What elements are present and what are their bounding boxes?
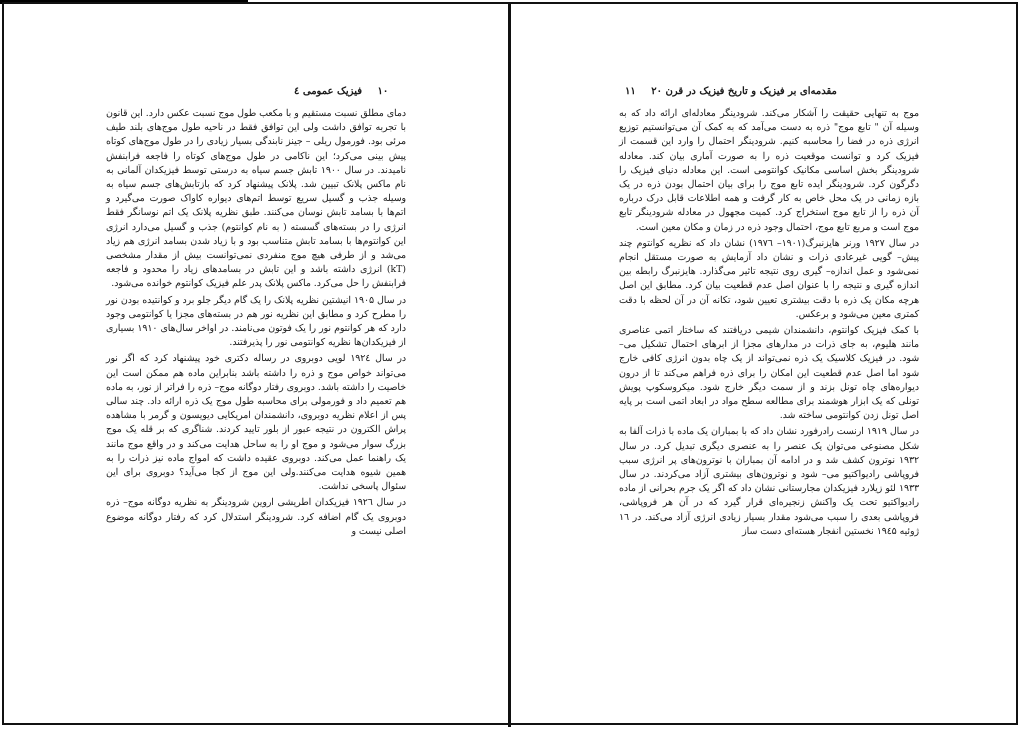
paragraph: در سال ۱۹۲٦ فیزیکدان اطریشی اروین شرودینگر به نظریه دوگانه موج– ذره دوبروی یک گام اضافه کرد. شرودینگر استدلال کرد که رفتار دوگانه موضوع اصلی نیست و [106, 497, 406, 537]
left-page-header [294, 86, 388, 97]
paragraph: در سال ۱۹۱۹ ارنست رادرفورد نشان داد که با بمباران یک ماده با ذرات آلفا به شکل مصنوعی می‌توان یک عنصر را به عنصری دیگری تبدیل کرد. در سال ۱۹۳۲ نوترون کشف شد و در ادامه آن بمباران با نوترون‌های پر انرژی سبب فروپاشی رادیواکتیو می– شود و نوترون‌های بیشتری آزاد می‌کردند. در سال ۱۹۳۳ لئو زیلارد فیزیکدان مجارستانی نشان داد که اگر یک جرم بحرانی از ماده رادیواکتیو تحت یک واکنش زنجیره‌ای قرار گیرد که در آن هر فروپاشی، فروپاشی بعدی را سبب می‌شود مقدار بسیار زیادی انرژی آزاد می‌کند. در ۱٦ ژوئیه ۱۹٤۵ نخستین انفجار هسته‌ای دست ساز [619, 426, 919, 537]
left-running-head: فیزیک عمومی ٤ [294, 86, 362, 97]
left-page [2, 0, 508, 729]
paragraph: موج به تنهایی حقیقت را آشکار می‌کند. شرودینگر معادله‌ای ارائه داد که به وسیله آن " تابع موج" ذره به دست می‌آمد که به کمک آن می‌توانستیم توزیع انرژی ذره در فضا را محاسبه کنیم. شرودینگر احتمال را وارد این قسمت از فیزیک کرد و توانست موقعیت ذره را به صورت آماری بیان کند. معادله شرودینگر بخش اساسی مکانیک کوانتومی است. این معادله دنیای فیزیک را دگرگون کرد. شرودینگر ایده تابع موج را برای بیان احتمال بودن ذره در یک بازه زمانی در یک محل خاص به کار گرفت و همه اطلاعات قابل درک درباره آن ذره را از تابع موج استخراج کرد. کمیت مجهول در معادله شرودینگر تابع موج است و مربع تابع موج، احتمال وجود ذره در زمان و مکان معین است. [619, 108, 919, 233]
paragraph: با کمک فیزیک کوانتوم، دانشمندان شیمی دریافتند که ساختار اتمی عناصری مانند هلیوم، به جای ذرات در مدارهای مجزا از ابرهای احتمال تشکیل می‌–شود. در فیزیک کلاسیک یک ذره نمی‌تواند از یک چاه بدون انرژی کافی خارج شود اما اصل عدم قطعیت این امکان را برای ذره فراهم می‌کند تا از درون دیواره‌های چاه تونل بزند و از سمت دیگر خارج شود. میکروسکوپ پویش تونلی که یک ابزار هوشمند برای مطالعه سطح مواد در ابعاد اتمی است بر پایه اصل تونل زدن کوانتومی ساخته شد. [619, 325, 919, 422]
paragraph: در سال ۱۹۲۷ ورنر هایزنبرگ(۱۹۰۱– ۱۹۷٦) نشان داد که نظریه کوانتوم چند پیش– گویی غیرعادی ذرات و نشان داد آزمایش به صورت مستقل انجام نمی‌شود و عمل اندازه– گیری روی نتیجه تاثیر می‌گذارد. هایزنبرگ رابطه بین اندازه گیری و نتیجه را با عنوان اصل عدم قطعیت بیان کرد. مطابق این اصل هرچه مکان یک ذره با دقت بیشتری تعیین شود، تکانه آن در آن لحظه با دقت کمتری معین می‌شود و برعکس. [619, 237, 920, 320]
left-page-number: ۱۰ [377, 86, 389, 97]
paragraph: دمای مطلق نسبت مستقیم و با مکعب طول موج نسبت عکس دارد. این قانون با تجربه توافق داشت ولی این توافق فقط در ناحیه طول موج‌های بلند طیف مرئی بود. فورمول ریلی – جینز نابندگی بسیار زیادی را در طول موج‌های کوتاه پیش بینی می‌کرد؛ این ناکامی در طول موج‌های کوتاه را فاجعه فرابنفش نامیدند. در سال ۱۹۰۰ تابش جسم سیاه به درستی توسط فیزیکدان آلمانی به نام ماکس پلانک تبیین شد. پلانک پیشنهاد کرد که بازتابش‌های جسم سیاه به وسیله جذب و گسیل سریع توسط اتم‌های دیواره کاواک صورت می‌گیرد و اتم‌ها با بسامد تابش نوسان می‌کنند. طبق نظریه پلانک یک اتم نوسانگر فقط انرژی را در بسته‌های گسسته ( به نام کوانتوم) جذب و گسیل می‌دارد انرژی این کوانتوم‌ها با بسامد تابش متناسب بود و با زیاد شدن بسامد انرژی هم زیاد می‌شد و از طرفی هیچ موج منفردی نمی‌توانست بیش از مقدار مشخصی (kT) انرژی داشته باشد و این تابش در بسامدهای زیاد را محدود و فاجعه فرابنفش را حل می‌کرد. ماکس پلانک پدر علم فیزیک کوانتوم خوانده می‌شود. [106, 108, 406, 290]
right-page-body [619, 107, 919, 541]
right-page-number: ۱۱ [625, 86, 636, 97]
right-running-head: مقدمه‌ای بر فیزیک و تاریخ فیزیک در قرن ۲۰ [651, 86, 837, 97]
paragraph: در سال ۱۹۲٤ لویی دوبروی در رساله دکتری خود پیشنهاد کرد که اگر نور می‌تواند خواص موج و ذره را داشته باشد بنابراین ماده هم ممکن است این خاصیت را داشته باشد. دوبروی رفتار دوگانه موج– ذره را فراتر از نور، به ماده هم تعمیم داد و فورمولی برای محاسبه طول موج یک ذره ارائه داد. چند سالی پس از اعلام نظریه دوبروی، دانشمندان امریکایی دیویسون و گرمر با مشاهده پراش الکترون در نتیجه عبور از بلور تایید کردند. شناگری که بر قله یک موج بزرگ سوار می‌شود و موج او را به ساحل هدایت می‌کند و در واقع موج مانند یک راهنما عمل می‌کند. دوبروی عقیده داشت که امواج ماده نیز ذرات را به همین شیوه هدایت می‌کنند.ولی این موج از کجا می‌آید؟ دوبروی برای این سئوال پاسخی نداشت. [106, 353, 406, 493]
right-page-header [625, 86, 837, 97]
paragraph: در سال ۱۹۰۵ انیشتین نظریه پلانک را یک گام دیگر جلو برد و کوانتیده بودن نور را مطرح کرد و مطابق این نظریه نور هم در بسته‌های مجزا یا کوانتومی وجود دارد که هر کوانتوم نور را یک فوتون می‌نامند. در اواخر سال‌های ۱۹۱۰ بسیاری از فیزیکدان‌ها نظریه کوانتومی نور را پذیرفتند. [106, 294, 406, 349]
left-page-body [106, 107, 406, 541]
right-page [511, 0, 1018, 729]
